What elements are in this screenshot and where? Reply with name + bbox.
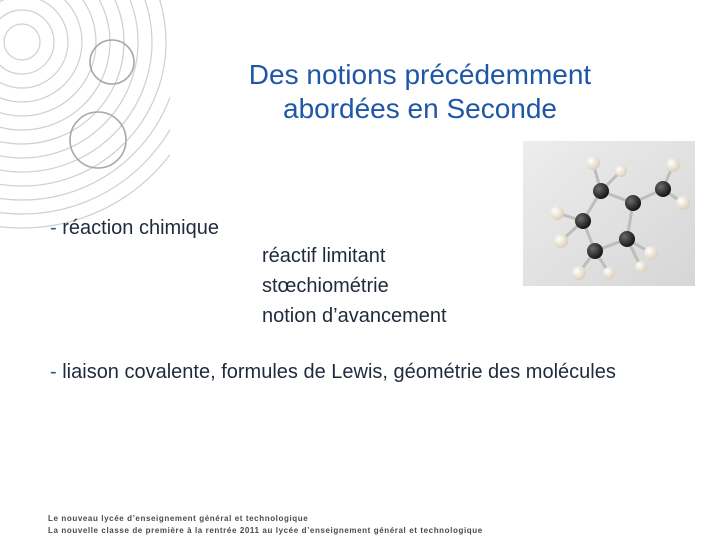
bullet-dash: - [50, 361, 57, 383]
bullet-text: liaison covalente, formules de Lewis, géométrie des molécules [62, 361, 616, 383]
slide-title-line-1: Des notions précédemment [248, 59, 592, 90]
footer-line-2: La nouvelle classe de première à la rentrée 2011 au lycée d’enseignement général et technologique [48, 526, 483, 535]
concentric-rings-decoration [0, 0, 170, 240]
footer-line-1: Le nouveau lycée d’enseignement général et technologique [48, 514, 309, 523]
bullet-liaison-covalente [50, 360, 670, 385]
bullet-reaction-chimique [50, 216, 219, 241]
subitem-reactif-limitant: réactif limitant [262, 245, 386, 267]
subitem-notion-avancement: notion d’avancement [262, 305, 447, 327]
bullet-text: réaction chimique [62, 217, 219, 239]
subitem-stoechiometrie: stœchiométrie [262, 275, 389, 297]
slide-title-line-2: abordées en Seconde [283, 93, 557, 124]
molecule-model-image [523, 141, 695, 286]
slide-title [180, 58, 660, 126]
bullet-dash: - [50, 217, 57, 239]
